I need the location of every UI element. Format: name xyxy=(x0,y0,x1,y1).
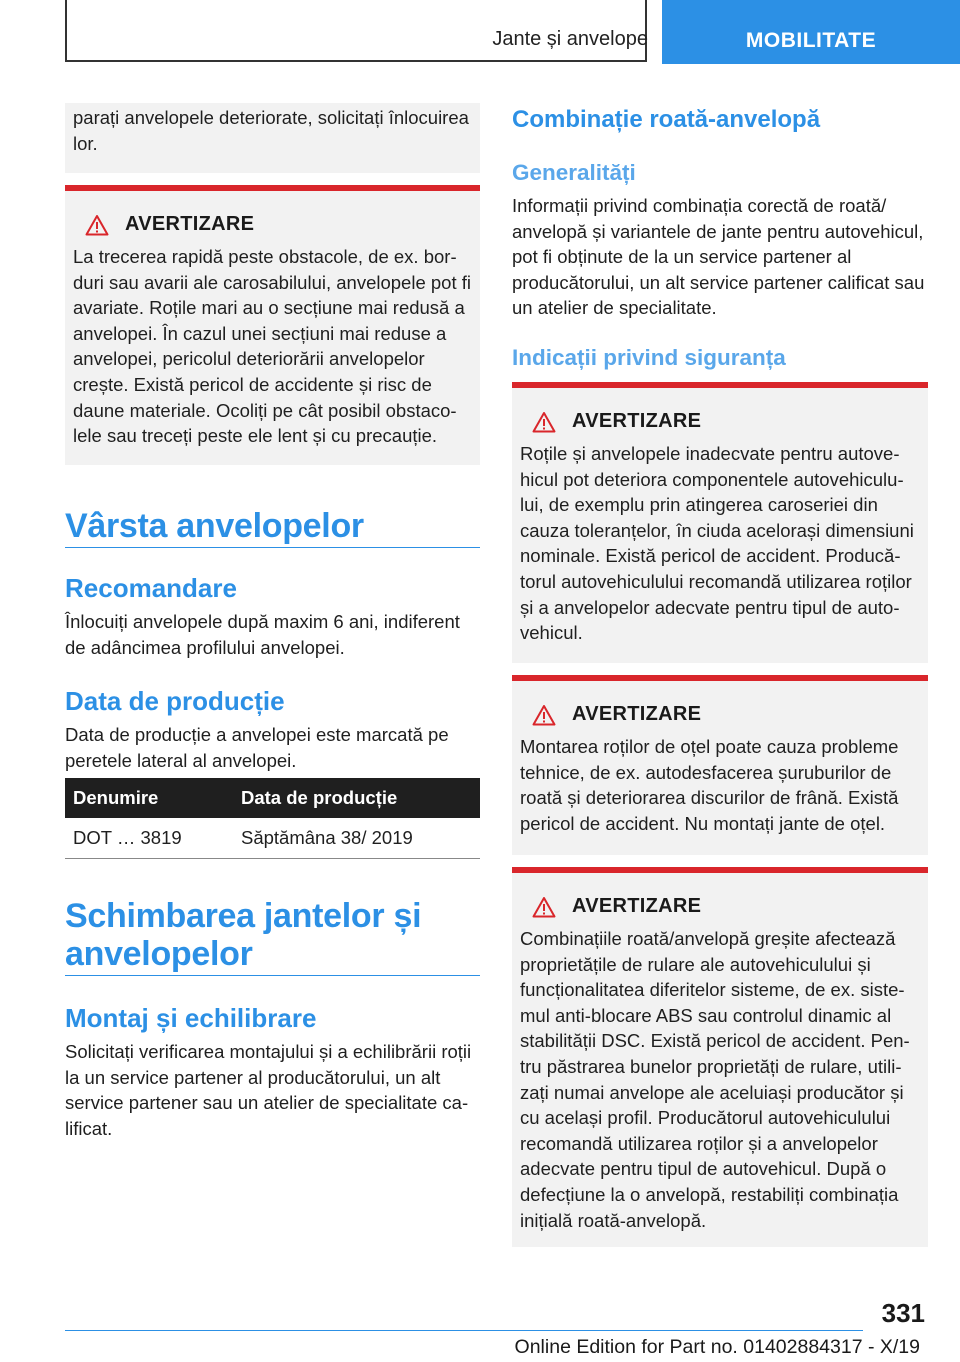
general-text: Informații privind combinația corectă de roată/ anvelopă și variantele de jante pentru autovehicul, pot fi obținute de la un service partener al producătorului, un alt service partener calificat sau un atelier de specialitate. xyxy=(512,195,925,319)
production-date-table xyxy=(65,778,480,859)
subsection-production-date xyxy=(65,685,480,773)
info-box-text: parați anvelopele deteriorate, solicitați înlocuirea lor. xyxy=(73,107,469,154)
warning-title xyxy=(85,213,472,236)
heading-safety: Indicații privind siguranța xyxy=(512,345,786,370)
heading-combo: Combinație roată-anvelopă xyxy=(512,106,821,133)
page-number: 331 xyxy=(881,1298,925,1328)
warning-title xyxy=(532,703,920,726)
warning-title-text: AVERTIZARE xyxy=(125,213,255,235)
warning-title xyxy=(532,895,920,918)
header-chapter-label: MOBILITATE xyxy=(745,29,877,52)
warning-text: Montarea roților de oțel poate cauza probleme tehnice, de ex. autodesfacerea șuruburilor de roată și deteriorarea discurilor de frână. Există pericol de accident. Nu montați jante de oțel. xyxy=(520,736,899,834)
warning-box-obstacles xyxy=(65,185,480,465)
recommendation-text: Înlocuiți anvelopele după maxim 6 ani, indiferent de adâncimea profilului anvelopei. xyxy=(65,611,460,658)
table-row xyxy=(65,818,480,859)
production-date-text: Data de producție a anvelopei este marcată pe peretele lateral al anvelopei. xyxy=(65,724,449,771)
heading-tire-age: Vârsta anvelopelor xyxy=(65,507,364,545)
section-heading-change xyxy=(65,897,480,976)
warning-title xyxy=(532,410,920,433)
warning-triangle-icon xyxy=(85,214,109,236)
warning-title-text: AVERTIZARE xyxy=(572,410,702,432)
subsection-safety xyxy=(512,344,928,372)
heading-production-date: Data de producție xyxy=(65,686,285,716)
warning-text: La trecerea rapidă peste obstacole, de ex. borduri sau avarii ale carosabilului, anvelopele pot fi avariate. Roțile mari au o secțiune mai redusă a anvelopei. În cazul unei secțiuni mai reduse a anvelopei, pericolul deteriorării anvelopelor crește. Există pericol de accidente și risc de daune materiale. Ocoliți pe cât posibil obstacolele sau treceți peste ele lent și cu precauție. xyxy=(73,246,471,447)
warning-title-text: AVERTIZARE xyxy=(572,703,702,725)
warning-box-wheels xyxy=(512,382,928,663)
warning-text: Roțile și anvelopele inadecvate pentru autovehicul pot deteriora componentele autovehiculului, de exemplu prin atingerea caroseriei din cauza toleranțelor, în ciuda acelorași dimensiuni nominale. Există pericol de accident. Producătorul autovehiculului recomandă utilizarea roților și a anvelopelor adecvate pentru tipul de autovehicul. xyxy=(520,443,914,644)
warning-triangle-icon xyxy=(532,411,556,433)
subsection-general xyxy=(512,159,928,321)
heading-change-rims-tires: Schimbarea jantelor și anvelopelor xyxy=(65,897,422,973)
info-box-continued xyxy=(65,103,480,173)
section-heading-combo xyxy=(512,104,928,136)
warning-box-combinations xyxy=(512,867,928,1247)
footer-edition-text: Online Edition for Part no. 01402884317 - X/19 xyxy=(514,1336,920,1358)
section-heading-tire-age xyxy=(65,505,480,548)
table-header-row xyxy=(65,778,480,818)
warning-box-steel-rims xyxy=(512,675,928,855)
heading-general: Generalități xyxy=(512,160,636,185)
subsection-mounting xyxy=(65,1002,480,1141)
warning-triangle-icon xyxy=(532,896,556,918)
table-cell: Săptămâna 38/ 2019 xyxy=(233,818,480,859)
table-header-cell: Data de producție xyxy=(233,778,480,818)
table-cell: DOT … 3819 xyxy=(65,818,233,859)
warning-triangle-icon xyxy=(532,704,556,726)
subsection-recommendation xyxy=(65,572,480,660)
heading-recommendation: Recomandare xyxy=(65,573,237,603)
header-section-title: Jante și anvelope xyxy=(492,28,648,50)
header-chapter-tab[interactable] xyxy=(662,0,960,64)
heading-mounting: Montaj și echilibrare xyxy=(65,1003,317,1033)
warning-text: Combinațiile roată/anvelopă greșite afectează proprietățile de rulare ale autovehiculului și funcționalitatea diferitelor sisteme, de ex. sistemul anti-blocare ABS sau controlul dinamic al stabilității DSC. Există pericol de accident. Pentru păstrarea bunelor proprietăți de rulare, utilizați numai anvelope ale aceluiași producător și cu același profil. Producătorul autovehiculului recomandă utilizarea roților și a anvelopelor adecvate pentru tipul de autovehicul. După o defecțiune la o anvelopă, restabiliți combinația inițială roată-anvelopă. xyxy=(520,928,910,1231)
warning-title-text: AVERTIZARE xyxy=(572,895,702,917)
mounting-text: Solicitați verificarea montajului și a echilibrării roții la un service partener al producătorului, un alt service partener sau un atelier de specialitate calificat. xyxy=(65,1041,472,1139)
footer-divider xyxy=(65,1330,863,1331)
table-header-cell: Denumire xyxy=(65,778,233,818)
